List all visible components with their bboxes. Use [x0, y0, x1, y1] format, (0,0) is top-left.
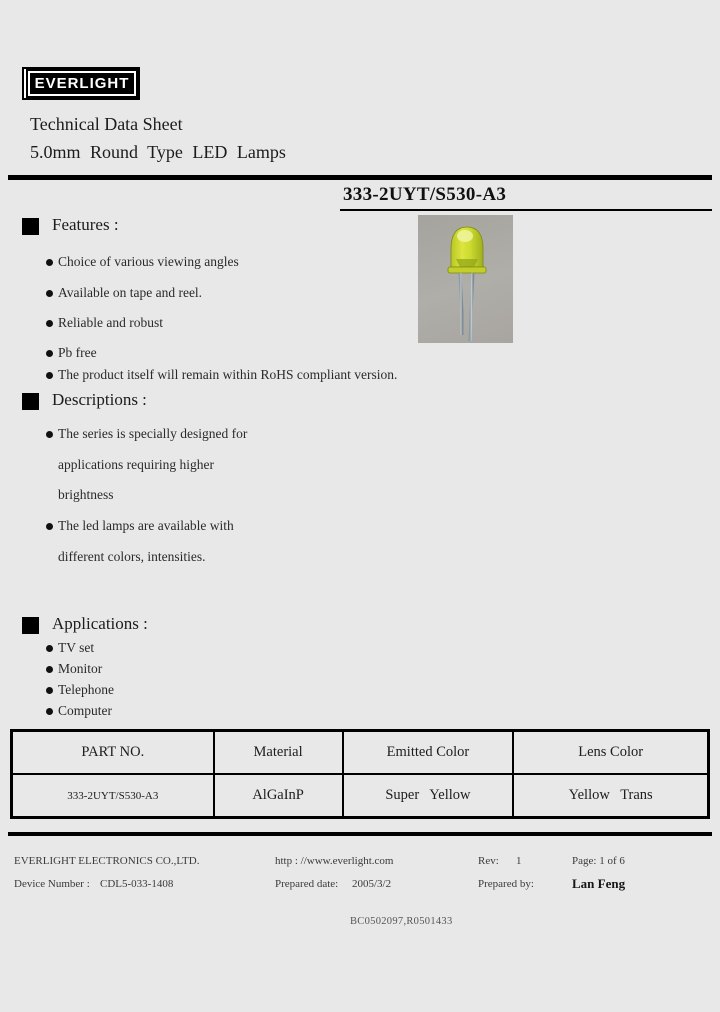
bullet-icon: [46, 259, 53, 266]
application-item: TV set: [58, 640, 95, 655]
cell-lens-color: Yellow Trans: [513, 774, 708, 818]
application-item: Telephone: [58, 682, 115, 697]
spec-table: [10, 729, 710, 819]
part-number-underline: [340, 209, 712, 211]
logo-wordmark: EVERLIGHT: [34, 75, 130, 92]
col-header-part-no: PART NO.: [12, 731, 214, 775]
led-illustration: [418, 215, 513, 343]
logo-left-bar: [24, 69, 26, 98]
logo-frame: [28, 71, 136, 96]
footer-prepared-date-label: Prepared date:: [275, 878, 339, 890]
footer-device-number-label: Device Number :: [14, 878, 90, 890]
bullet-icon: [46, 666, 53, 673]
bullet-icon: [46, 523, 53, 530]
description-line: brightness: [58, 487, 114, 502]
features-square-icon: [22, 218, 39, 235]
bullet-icon: [46, 350, 53, 357]
bullet-icon: [46, 687, 53, 694]
bullet-icon: [46, 431, 53, 438]
descriptions-square-icon: [22, 393, 39, 410]
bullet-icon: [46, 290, 53, 297]
footer-prepared-by-label: Prepared by:: [478, 878, 534, 890]
col-header-material: Material: [214, 731, 343, 775]
footer-prepared-by: Lan Feng: [572, 876, 626, 891]
description-line: The led lamps are available with: [58, 518, 234, 533]
bullet-icon: [46, 372, 53, 379]
footer-prepared-date: 2005/3/2: [352, 878, 392, 890]
application-item: Monitor: [58, 661, 103, 676]
descriptions-heading: Descriptions :: [52, 390, 147, 409]
col-header-lens-color: Lens Color: [513, 731, 708, 775]
footer-company: EVERLIGHT ELECTRONICS CO.,LTD.: [14, 855, 200, 867]
everlight-logo: [22, 67, 140, 100]
led-product-photo: [418, 215, 513, 343]
part-number-title: 333-2UYT/S530-A3: [343, 184, 507, 205]
applications-square-icon: [22, 617, 39, 634]
header-divider: [8, 175, 712, 180]
feature-item: Reliable and robust: [58, 315, 163, 330]
description-line: The series is specially designed for: [58, 426, 248, 441]
footer-rev-label: Rev:: [478, 855, 499, 867]
footer-rev-value: 1: [516, 855, 522, 867]
cell-emitted-color: Super Yellow: [343, 774, 514, 818]
feature-item: The product itself will remain within RoHS compliant version.: [58, 367, 398, 382]
doc-title-line2: 5.0mm Round Type LED Lamps: [30, 142, 286, 162]
application-item: Computer: [58, 703, 112, 718]
col-header-emitted-color: Emitted Color: [343, 731, 514, 775]
cell-material: AlGaInP: [214, 774, 343, 818]
footer-doc-code: BC0502097,R0501433: [350, 916, 453, 927]
footer-device-number: CDL5-033-1408: [100, 878, 174, 890]
bullet-icon: [46, 320, 53, 327]
footer-page-label: Page: 1 of 6: [572, 855, 625, 867]
cell-part-no: 333-2UYT/S530-A3: [12, 774, 214, 818]
bullet-icon: [46, 708, 53, 715]
footer-divider: [8, 832, 712, 836]
description-line: applications requiring higher: [58, 457, 214, 472]
description-line: different colors, intensities.: [58, 549, 206, 564]
spec-table-header-row: [12, 731, 709, 775]
features-heading: Features :: [52, 215, 119, 234]
footer-website: http : //www.everlight.com: [275, 855, 394, 867]
bullet-icon: [46, 645, 53, 652]
feature-item: Choice of various viewing angles: [58, 254, 239, 269]
feature-item: Available on tape and reel.: [58, 285, 203, 300]
doc-title-line1: Technical Data Sheet: [30, 114, 183, 134]
table-row: [12, 774, 709, 818]
applications-heading: Applications :: [52, 614, 148, 633]
feature-item: Pb free: [58, 345, 97, 360]
